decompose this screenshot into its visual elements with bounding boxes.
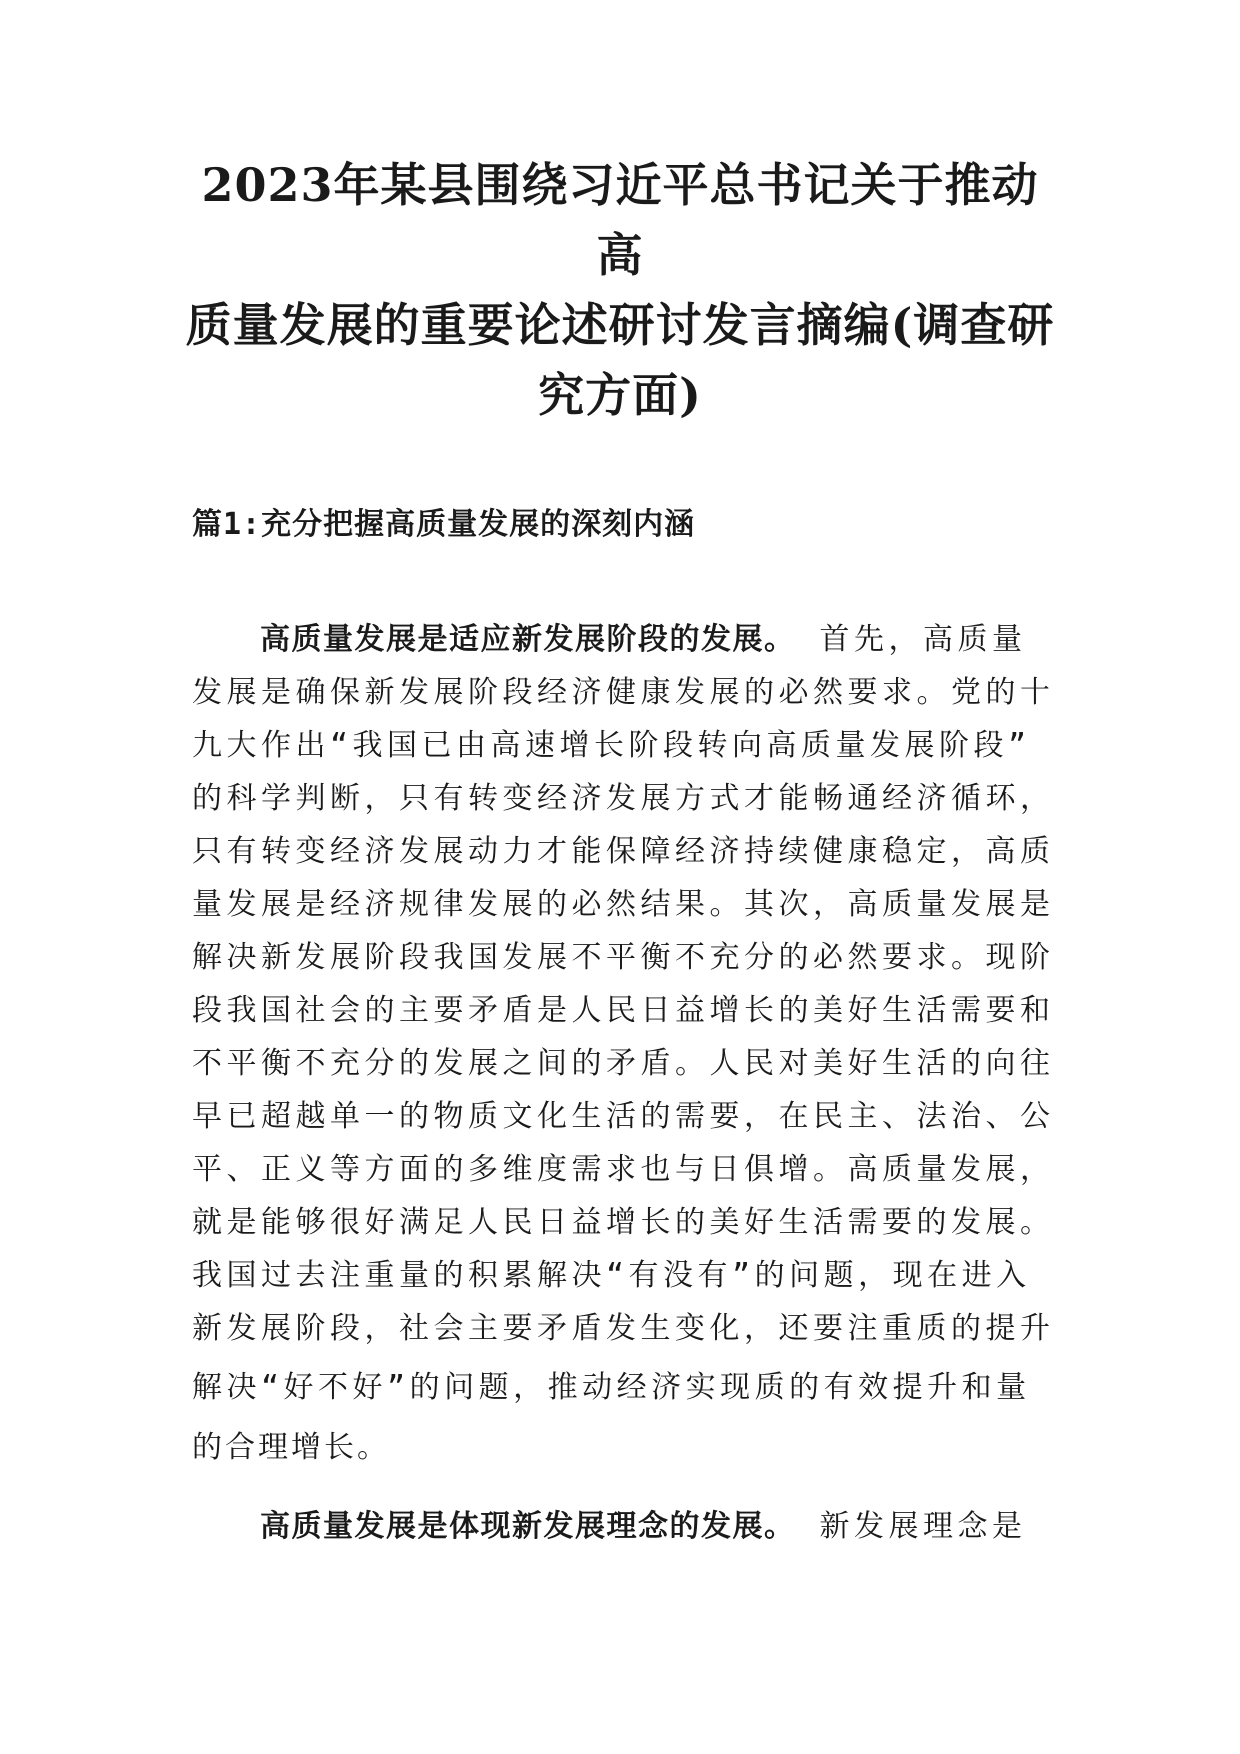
title-line-3: 究方面) bbox=[538, 368, 702, 422]
paragraph-line: 只有转变经济发展动力才能保障经济持续健康稳定，高质 bbox=[192, 834, 1055, 869]
paragraph-line: 九大作出“我国已由高速增长阶段转向高质量发展阶段” bbox=[192, 728, 1031, 763]
paragraph-line: 不平衡不充分的发展之间的矛盾。人民对美好生活的向往 bbox=[192, 1046, 1055, 1081]
paragraph-line bbox=[192, 1500, 1072, 1553]
paragraph-line: 新发展阶段，社会主要矛盾发生变化，还要注重质的提升 bbox=[192, 1311, 1055, 1346]
paragraph-line: 我国过去注重量的积累解决“有没有”的问题，现在进入 bbox=[192, 1258, 1031, 1293]
paragraph-line: 就是能够很好满足人民日益增长的美好生活需要的发展。 bbox=[192, 1205, 1055, 1240]
paragraph-line: 平、正义等方面的多维度需求也与日俱增。高质量发展， bbox=[192, 1152, 1055, 1187]
paragraph-line: 解决“好不好”的问题，推动经济实现质的有效提升和量 bbox=[192, 1370, 1031, 1405]
paragraph-text: 新发展理念是 bbox=[819, 1509, 1027, 1544]
paragraph-line: 量发展是经济规律发展的必然结果。其次，高质量发展是 bbox=[192, 887, 1055, 922]
title-line-1: 2023年某县围绕习近平总书记关于推动高 bbox=[201, 158, 1039, 282]
section-heading: 篇1:充分把握高质量发展的深刻内涵 bbox=[192, 507, 696, 542]
paragraph-lead-sentence: 高质量发展是适应新发展阶段的发展。 bbox=[260, 622, 796, 657]
paragraph-line: 的合理增长。 bbox=[192, 1430, 390, 1465]
paragraph-2 bbox=[192, 1500, 1072, 1553]
paragraph-1 bbox=[192, 613, 1072, 1474]
document-title bbox=[180, 150, 1060, 430]
paragraph-line: 早已超越单一的物质文化生活的需要，在民主、法治、公 bbox=[192, 1099, 1055, 1134]
paragraph-lead-sentence: 高质量发展是体现新发展理念的发展。 bbox=[260, 1509, 796, 1544]
paragraph-line: 段我国社会的主要矛盾是人民日益增长的美好生活需要和 bbox=[192, 993, 1055, 1028]
paragraph-line bbox=[192, 613, 1072, 666]
paragraph-text: 首先，高质量 bbox=[819, 622, 1027, 657]
paragraph-line: 的科学判断，只有转变经济发展方式才能畅通经济循环， bbox=[192, 781, 1055, 816]
paragraph-line: 发展是确保新发展阶段经济健康发展的必然要求。党的十 bbox=[192, 675, 1055, 710]
title-line-2: 质量发展的重要论述研讨发言摘编(调查研 bbox=[185, 298, 1055, 352]
paragraph-line: 解决新发展阶段我国发展不平衡不充分的必然要求。现阶 bbox=[192, 940, 1055, 975]
